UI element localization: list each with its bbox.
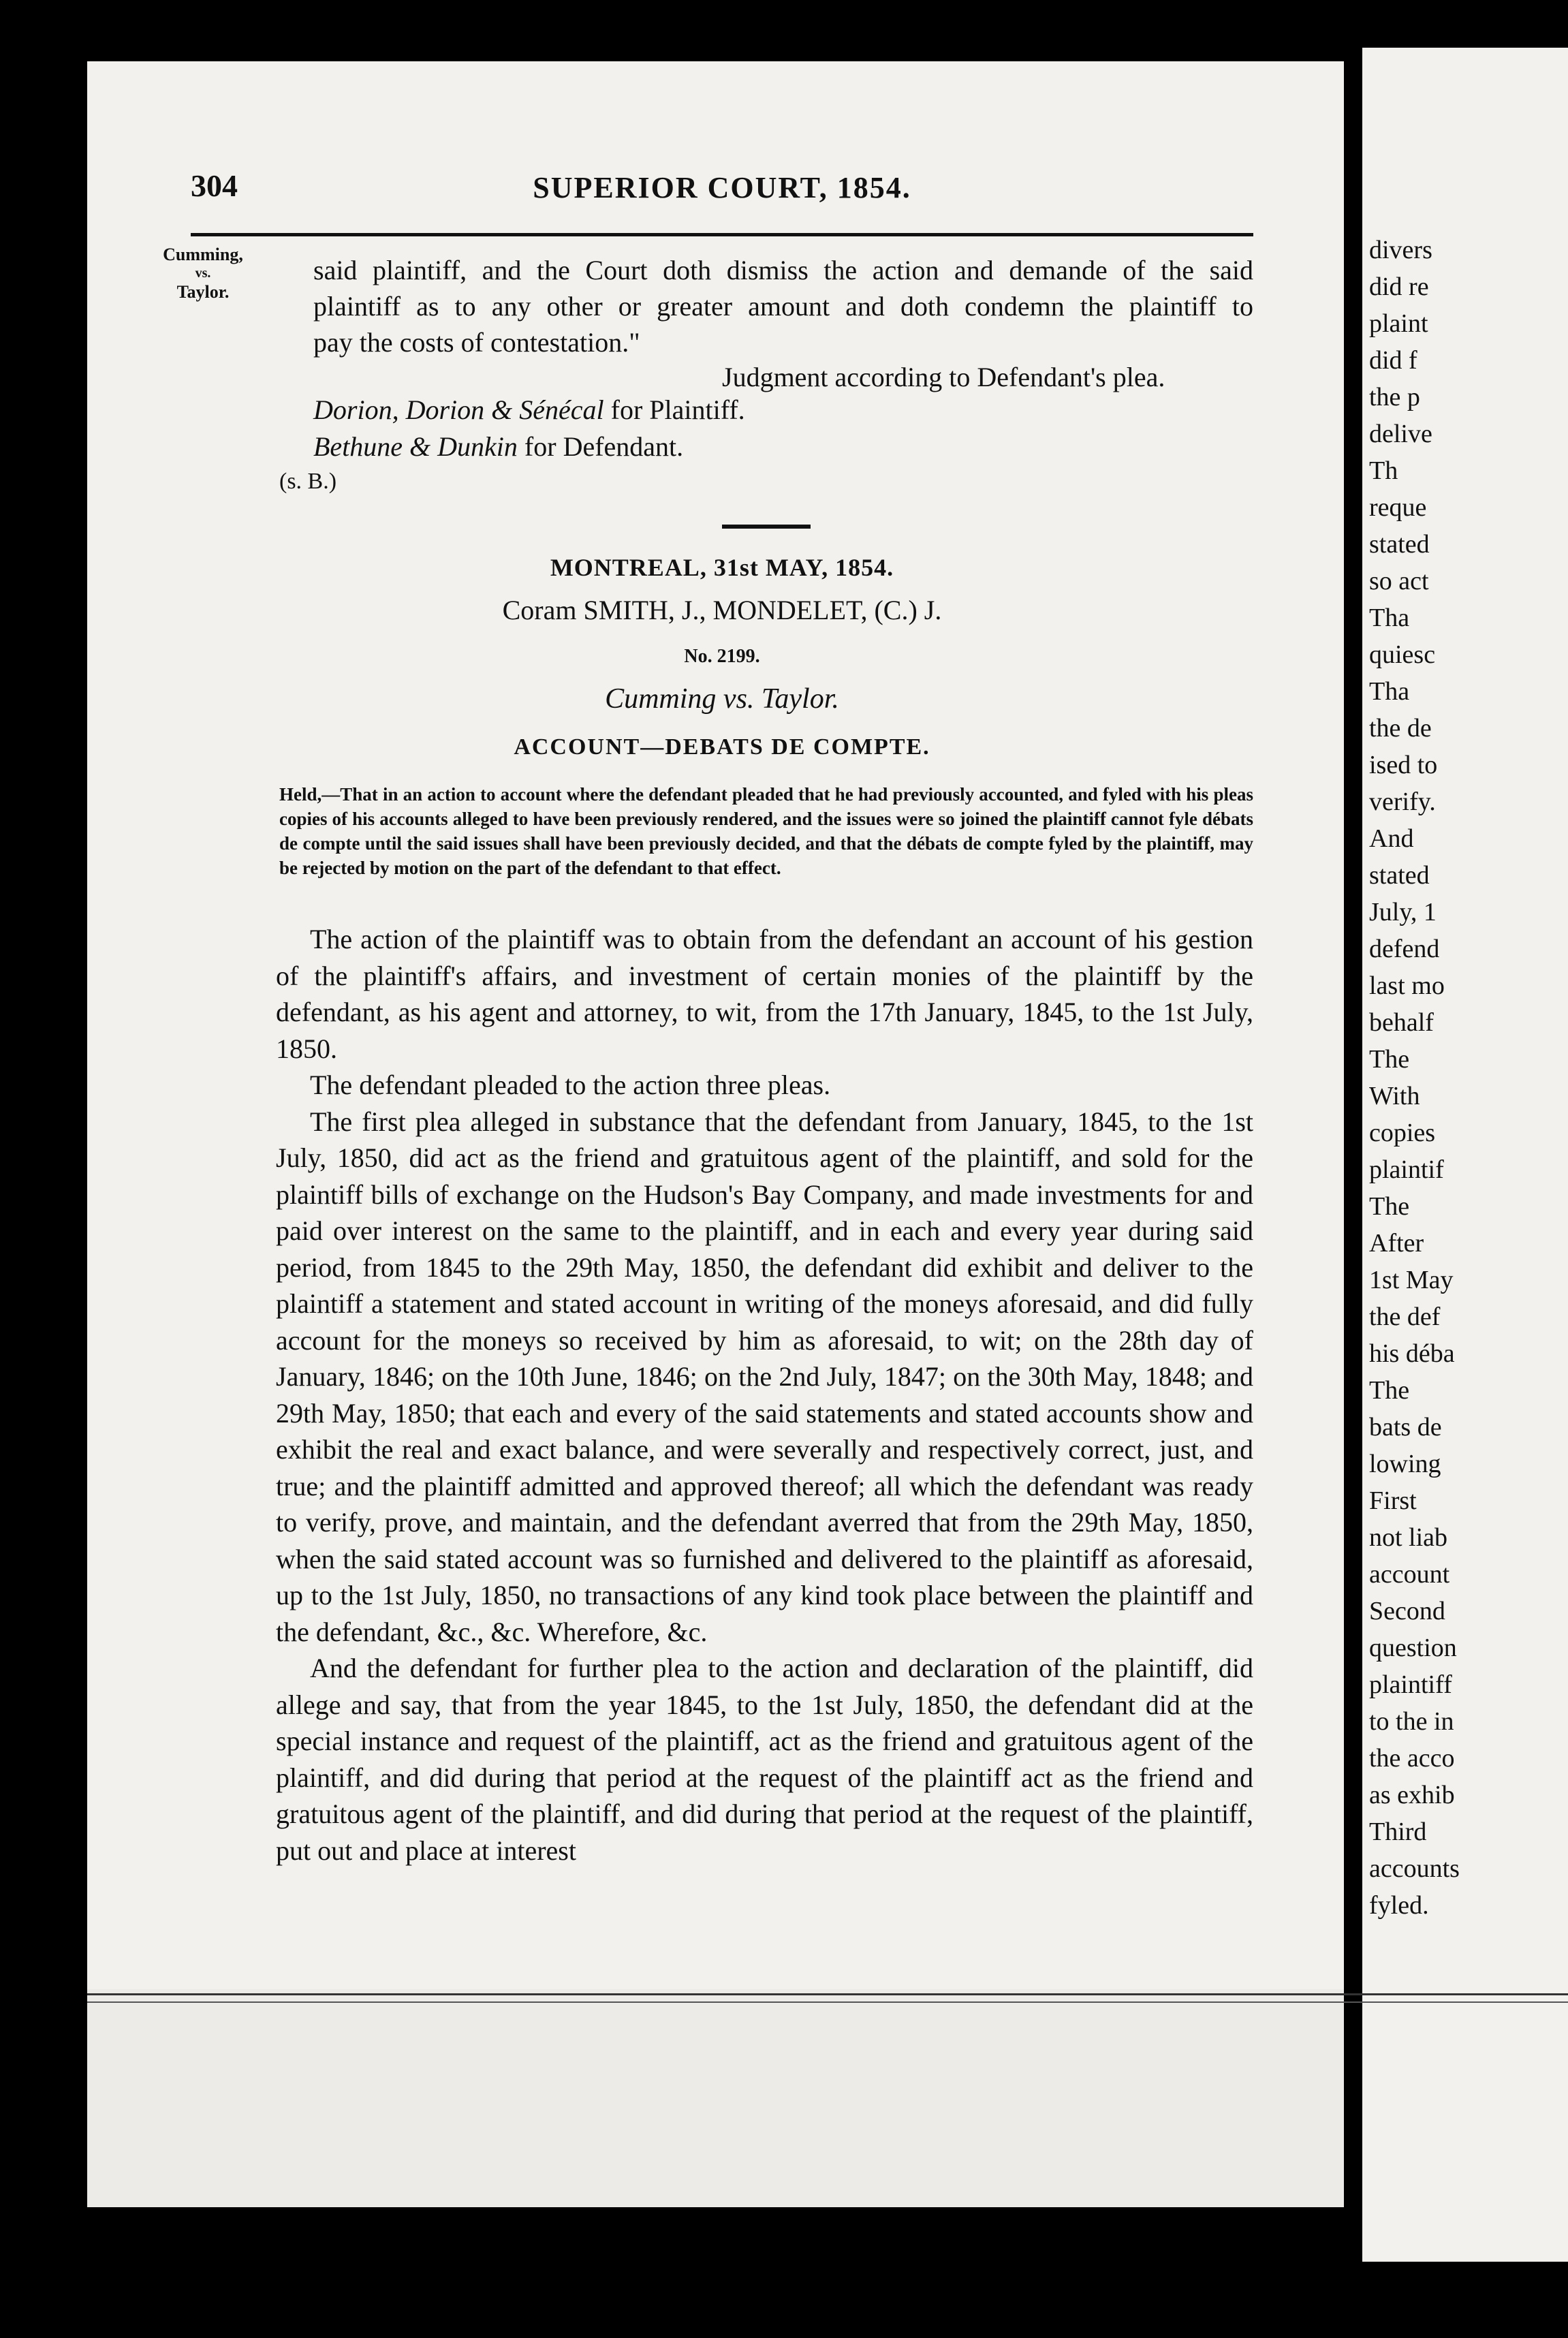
adjacent-line: Th	[1369, 456, 1398, 485]
adjacent-line: After	[1369, 1229, 1424, 1258]
adjacent-line: With	[1369, 1082, 1420, 1110]
adjacent-line: the p	[1369, 383, 1420, 411]
adjacent-line: did re	[1369, 272, 1429, 301]
previous-case-conclusion	[313, 252, 1253, 360]
adjacent-line: plaintif	[1369, 1155, 1444, 1184]
adjacent-line: accounts	[1369, 1854, 1460, 1883]
running-head	[191, 163, 1253, 211]
adjacent-line: reque	[1369, 493, 1427, 522]
plaintiff-counsel	[313, 394, 745, 426]
adjacent-page-text	[1362, 232, 1568, 1924]
headnote	[279, 782, 1253, 880]
adjacent-line: Third	[1369, 1818, 1427, 1846]
held-label: Held,	[279, 784, 322, 805]
adjacent-line: question	[1369, 1634, 1457, 1662]
adjacent-line: The	[1369, 1376, 1410, 1405]
page-bottom-rule	[87, 2001, 1568, 2003]
adjacent-line: lowing	[1369, 1450, 1441, 1478]
adjacent-line: to the in	[1369, 1707, 1454, 1736]
adjacent-line: not liab	[1369, 1523, 1448, 1552]
adjacent-line: his déba	[1369, 1339, 1455, 1368]
adjacent-line: quiesc	[1369, 640, 1436, 669]
running-head-title: SUPERIOR COURT, 1854.	[533, 171, 911, 204]
plaintiff-counsel-names: Dorion, Dorion & Sénécal	[313, 394, 604, 425]
defendant-counsel	[313, 431, 683, 463]
margin-note-line: Cumming,	[163, 245, 243, 264]
reporter-initials: (s. B.)	[279, 469, 337, 494]
adjacent-line: the de	[1369, 714, 1432, 743]
adjacent-line: stated	[1369, 861, 1430, 890]
defendant-counsel-suffix: for Defendant.	[517, 431, 684, 462]
adjacent-line: delive	[1369, 420, 1432, 448]
adjacent-line: so act	[1369, 567, 1429, 595]
adjacent-line: First	[1369, 1486, 1417, 1515]
adjacent-line: ised to	[1369, 751, 1438, 779]
paragraph: And the defendant for further plea to the action and declaration of the plaintiff, did allege and say, that from the year 1845, to the 1st July, 1850, the defendant did at the special instance and request of the plaintiff, act as the friend and gratuitous agent of the plaintiff, and did during that period at the request of the plaintiff act as the friend and gratuitous agent of the plaintiff, and did during that period at the request of the plaintiff, put out and place at interest	[276, 1653, 1253, 1866]
adjacent-line: verify.	[1369, 788, 1436, 816]
adjacent-line: plaint	[1369, 309, 1428, 338]
paragraph: The action of the plaintiff was to obtain from the defendant an account of his gestion of the plaintiff's affairs, and investment of certain monies of the plaintiff by the defendant, as his agent and attorney, to wit, from the 17th January, 1845, to the 1st July, 1850.	[276, 924, 1253, 1064]
margin-note-line: vs.	[195, 266, 211, 281]
judgment-line: Judgment according to Defendant's plea.	[722, 362, 1165, 392]
adjacent-line: the acco	[1369, 1744, 1455, 1773]
adjacent-line: the def	[1369, 1303, 1441, 1331]
case-number: No. 2199.	[684, 646, 760, 667]
adjacent-line: fyled.	[1369, 1891, 1429, 1920]
adjacent-line: July, 1	[1369, 898, 1437, 926]
page-number: 304	[191, 168, 238, 203]
section-divider	[722, 525, 811, 529]
paragraph: The first plea alleged in substance that the defendant from January, 1845, to the 1st July, 1850, did act as the friend and gratuitous agent of the plaintiff, and sold for the plaintiff bills of exchange on the Hudson's Bay Company, and made investments for and paid over interest on the same to the plaintiff, and in each and every year during said period, from 1845 to the 29th May, 1850, the defendant did exhibit and deliver to the plaintiff a statement and stated account in writing of the moneys aforesaid, and did fully account for the moneys so received by him as aforesaid, to wit; on the 28th day of January, 1846; on the 10th June, 1846; on the 2nd July, 1847; on the 30th May, 1848; and 29th May, 1850; that each and every of the said statements and stated accounts show and exhibit the real and exact balance, and were severally and respectively correct, just, and true; and the plaintiff admitted and approved thereof; all which the defendant was ready to verify, prove, and maintain, and the defendant averred that from the 29th May, 1850, when the said stated account was so furnished and delivered to the plaintiff as aforesaid, up to the 1st July, 1850, no transactions of any kind took place between the plaintiff and the defendant, &c., &c. Wherefore, &c.	[276, 1106, 1253, 1647]
adjacent-line: defend	[1369, 935, 1440, 963]
adjacent-line: The	[1369, 1045, 1410, 1074]
adjacent-line: The	[1369, 1192, 1410, 1221]
margin-case-note	[148, 244, 257, 302]
coram-judges: Coram SMITH, J., MONDELET, (C.) J.	[502, 595, 942, 625]
text-line: said plaintiff, and the Court doth dismiss the action and demande of the said	[313, 255, 1253, 285]
plaintiff-counsel-suffix: for Plaintiff.	[603, 394, 745, 425]
adjacent-line: stated	[1369, 530, 1430, 559]
adjacent-line: did f	[1369, 346, 1417, 375]
adjacent-line: 1st May	[1369, 1266, 1454, 1294]
adjacent-line: bats de	[1369, 1413, 1442, 1441]
text-line: plaintiff as to any other or greater amount and doth condemn the plaintiff to	[313, 291, 1253, 322]
adjacent-line: Second	[1369, 1597, 1445, 1625]
page-bottom-rule	[87, 1993, 1568, 1995]
adjacent-line: And	[1369, 824, 1414, 853]
adjacent-line: divers	[1369, 236, 1432, 264]
case-name: Cumming vs. Taylor.	[605, 683, 839, 715]
court-place-date: MONTREAL, 31st MAY, 1854.	[550, 554, 894, 581]
adjacent-line: plaintiff	[1369, 1670, 1452, 1699]
margin-note-line: Taylor.	[176, 282, 230, 302]
case-subject: ACCOUNT—DEBATS DE COMPTE.	[514, 734, 930, 760]
report-body	[276, 921, 1253, 1869]
text-line: pay the costs of contestation."	[313, 327, 640, 358]
running-head-rule	[191, 233, 1253, 236]
adjacent-line: account	[1369, 1560, 1450, 1589]
adjacent-line: as exhib	[1369, 1781, 1455, 1809]
adjacent-line: behalf	[1369, 1008, 1434, 1037]
adjacent-line: last mo	[1369, 971, 1445, 1000]
adjacent-line: copies	[1369, 1119, 1436, 1147]
paragraph: The defendant pleaded to the action three pleas.	[310, 1070, 831, 1100]
adjacent-line: Tha	[1369, 604, 1410, 632]
held-text: —That in an action to account where the defendant pleaded that he had previously accounted, and fyled with his pleas copies of his accounts alleged to have been previously rendered, and the issues were so joined the plaintiff cannot fyle débats de compte until the said issues shall have been previously decided, and that the débats de compte fyled by the plaintiff, may be rejected by motion on the part of the defendant to that effect.	[279, 784, 1253, 878]
defendant-counsel-names: Bethune & Dunkin	[313, 431, 518, 462]
adjacent-line: Tha	[1369, 677, 1410, 706]
page-bottom-margin	[87, 1989, 1344, 2207]
